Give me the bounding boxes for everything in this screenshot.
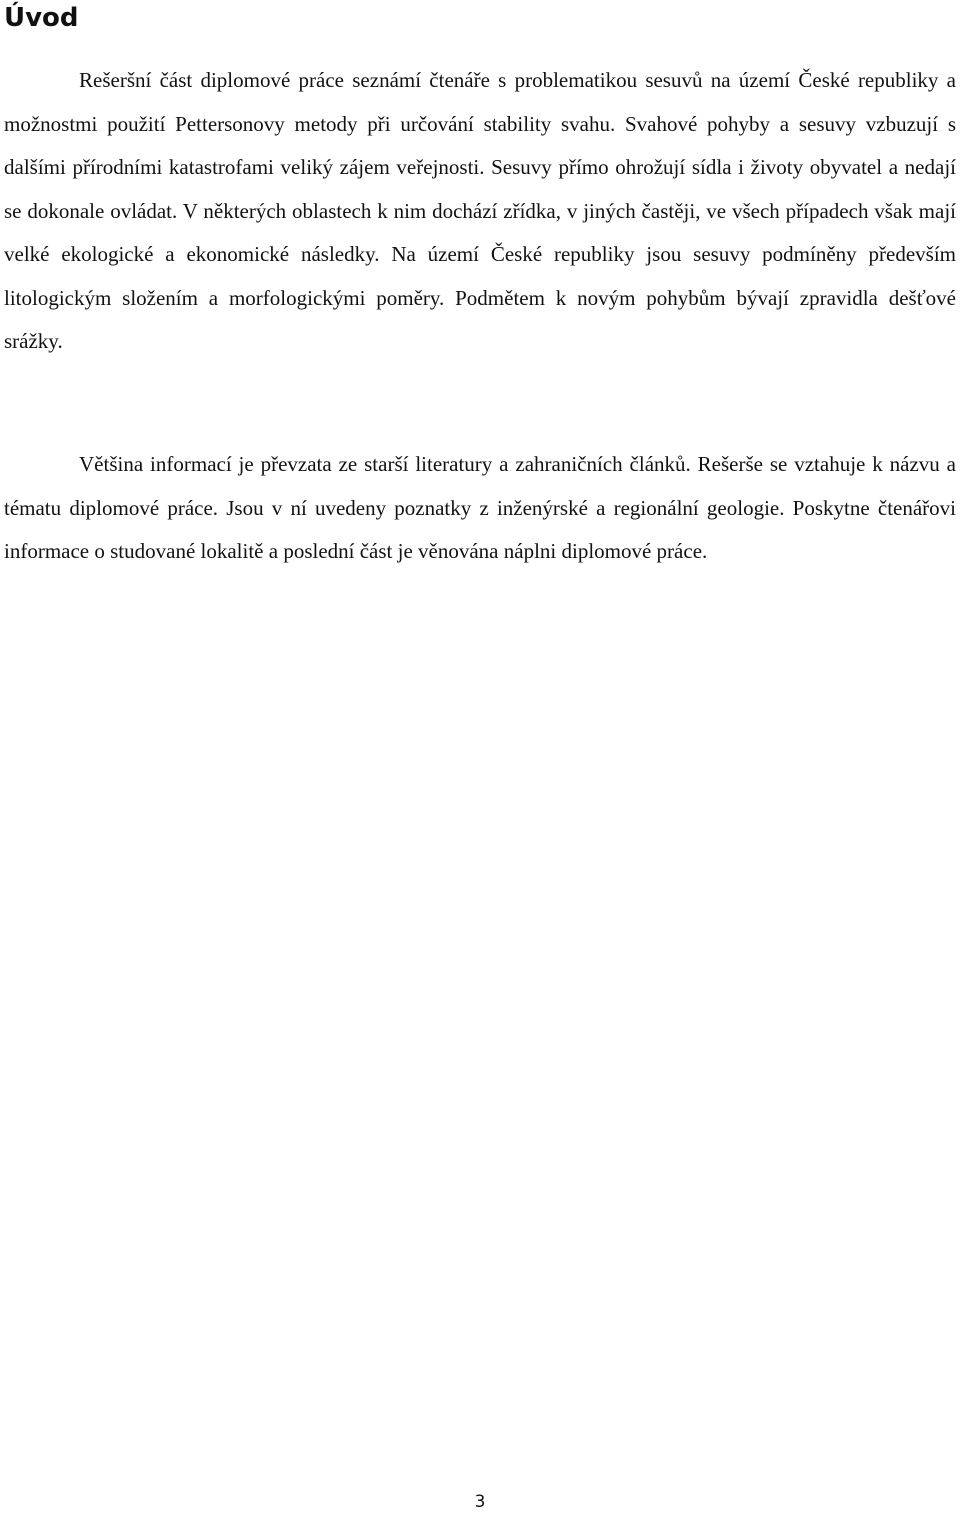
paragraph-intro: Rešeršní část diplomové práce seznámí čtenáře s problematikou sesuvů na území České republiky a možnostmi použití Pettersonovy metody při určování stability svahu. Svahové pohyby a sesuvy vzbuzují s dalšími přírodními katastrofami veliký zájem veřejnosti. Sesuvy přímo ohrožují sídla i životy obyvatel a nedají se dokonale ovládat. V některých oblastech k nim dochází zřídka, v jiných častěji, ve všech případech však mají velké ekologické a ekonomické následky. Na území České republiky jsou sesuvy podmíněny především litologickým složením a morfologickými poměry. Podmětem k novým pohybům bývají zpravidla dešťové srážky.: [4, 68, 956, 353]
section-heading: Úvod: [4, 3, 79, 33]
page-number: 3: [474, 1492, 486, 1512]
paragraph-sources: Většina informací je převzata ze starší literatury a zahraničních článků. Rešerše se vztahuje k názvu a tématu diplomové práce. Jsou v ní uvedeny poznatky z inženýrské a regionální geologie. Poskytne čtenářovi informace o studované lokalitě a poslední část je věnována náplni diplomové práce.: [4, 452, 956, 563]
